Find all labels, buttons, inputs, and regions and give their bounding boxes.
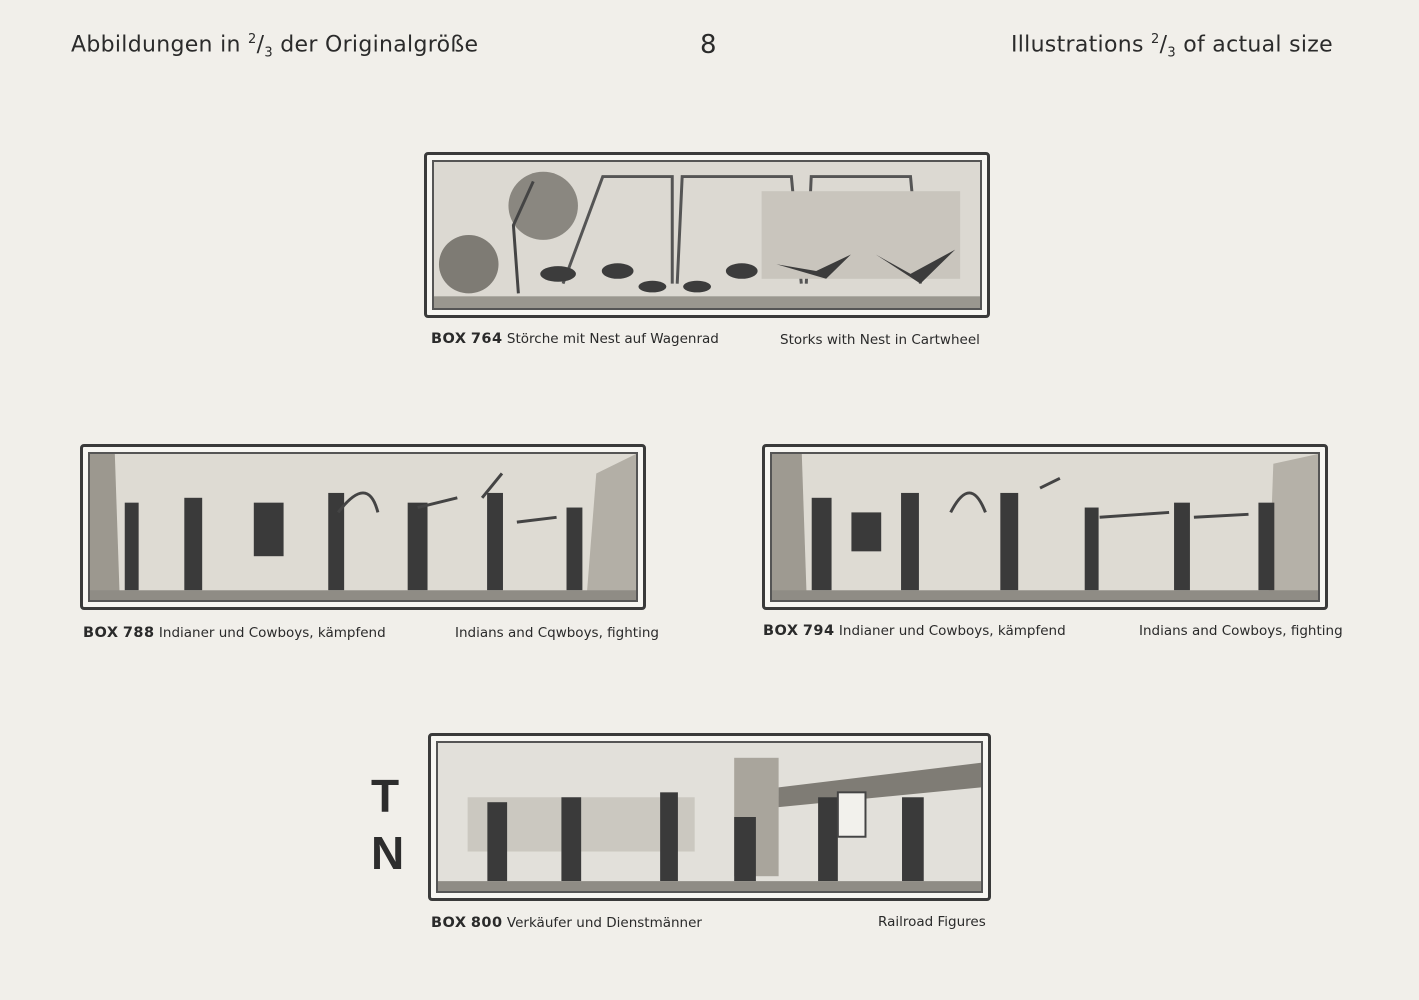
box-788-caption-de <box>83 625 386 641</box>
tn-mark-t: T <box>371 770 400 822</box>
header-right-frac-den: 3 <box>1167 45 1176 61</box>
header-right-frac-num: 2 <box>1151 32 1160 47</box>
box-794-image <box>762 444 1328 610</box>
box-794-caption-de <box>763 623 1066 639</box>
header-left-prefix: Abbildungen in <box>71 32 241 58</box>
box-788-caption-en: Indians and Cqwboys, fighting <box>455 625 659 641</box>
box-800-label: BOX <box>431 915 467 931</box>
indians-cowboys-illustration-794 <box>772 454 1318 600</box>
box-800-german: Verkäufer und Dienstmänner <box>506 915 702 931</box>
box-800-number: 800 <box>470 915 503 931</box>
railroad-figures-illustration <box>438 743 981 891</box>
box-788-german: Indianer und Cowboys, kämpfend <box>158 625 386 641</box>
storks-illustration <box>434 162 980 308</box>
box-788-image <box>80 444 646 610</box>
tn-mark-n: N <box>371 827 405 879</box>
box-764-number: 764 <box>470 331 503 347</box>
header-left-frac-num: 2 <box>248 32 257 47</box>
page-number: 8 <box>700 30 717 60</box>
box-800-caption-en: Railroad Figures <box>878 914 986 930</box>
box-800-scene <box>436 741 983 893</box>
box-794-caption-en: Indians and Cowboys, fighting <box>1139 623 1343 639</box>
box-764-caption-en: Storks with Nest in Cartwheel <box>780 332 980 348</box>
box-788-scene <box>88 452 638 602</box>
box-794-label: BOX <box>763 623 799 639</box>
header-right-suffix: of actual size <box>1183 32 1333 58</box>
header-left-frac-den: 3 <box>264 45 273 61</box>
box-794-scene <box>770 452 1320 602</box>
box-764-scene <box>432 160 982 310</box>
box-764-image <box>424 152 990 318</box>
box-764-german: Störche mit Nest auf Wagenrad <box>506 331 719 347</box>
header-right-prefix: Illustrations <box>1010 32 1144 58</box>
box-764-label: BOX <box>431 331 467 347</box>
box-788-number: 788 <box>122 625 155 641</box>
header-left: Abbildungen in $^2/_3$ der Originalgröße <box>71 32 479 61</box>
box-794-number: 794 <box>802 623 835 639</box>
header-left-suffix: der Originalgröße <box>280 32 479 58</box>
box-788-label: BOX <box>83 625 119 641</box>
header-right: Illustrations $^2/_3$ of actual size <box>1010 32 1333 61</box>
box-800-image <box>428 733 991 901</box>
box-794-german: Indianer und Cowboys, kämpfend <box>838 623 1066 639</box>
box-764-caption-de <box>431 331 719 347</box>
indians-cowboys-illustration-788 <box>90 454 636 600</box>
box-800-caption-de <box>431 915 702 931</box>
